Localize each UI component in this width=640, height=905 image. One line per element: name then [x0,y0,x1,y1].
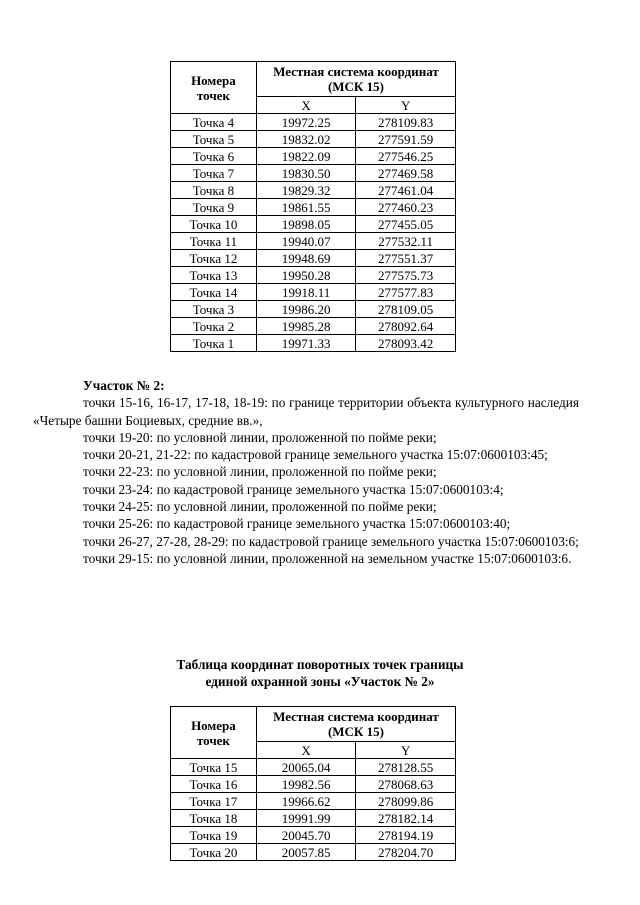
coord-x: 20045.70 [256,827,355,844]
coord-x: 19950.28 [256,267,355,284]
coord-y: 277469.58 [356,165,456,182]
paragraph: точки 25-26: по кадастровой границе земельного участка 15:07:0600103:40; [83,516,511,532]
coord-x: 19966.62 [256,793,355,810]
coord-y: 278092.64 [356,318,456,335]
paragraph: точки 24-25: по условной линии, проложенной по пойме реки; [83,499,437,515]
coord-x: 19832.02 [256,131,355,148]
coord-y: 277546.25 [356,148,456,165]
table-row [171,284,456,301]
coord-y: 277577.83 [356,284,456,301]
coord-y: 278109.05 [356,301,456,318]
coord-y: 278128.55 [356,759,456,776]
header-coordinate-system: Местная система координат (МСК 15) [256,62,455,97]
coord-x: 19861.55 [256,199,355,216]
paragraph: точки 22-23: по условной линии, проложенной по пойме реки; [83,464,437,480]
point-name: Точка 18 [171,810,257,827]
paragraph: точки 19-20: по условной линии, проложенной по пойме реки; [83,429,437,445]
coord-y: 278068.63 [356,776,456,793]
table-row [171,114,456,131]
coord-y: 278093.42 [356,335,456,352]
table-row [171,810,456,827]
coord-x: 19991.99 [256,810,355,827]
coordinates-table-1 [170,61,456,352]
header-x: X [256,742,355,759]
point-name: Точка 12 [171,250,257,267]
coord-x: 19986.20 [256,301,355,318]
header-points: Номера точек [171,707,257,759]
point-name: Точка 6 [171,148,257,165]
coord-y: 277461.04 [356,182,456,199]
table-row [171,233,456,250]
header-coordinate-system: Местная система координат (МСК 15) [256,707,455,742]
coord-x: 19898.05 [256,216,355,233]
paragraph: точки 29-15: по условной линии, проложенной на земельном участке 15:07:0600103:6. [83,550,572,566]
coord-x: 20065.04 [256,759,355,776]
table-1-body [171,114,456,352]
paragraph: точки 26-27, 27-28, 28-29: по кадастровой границе земельного участка 15:07:0600103:6; [83,533,579,549]
coordinates-table-2 [170,706,456,861]
point-name: Точка 19 [171,827,257,844]
coord-y: 278109.83 [356,114,456,131]
coord-x: 19829.32 [256,182,355,199]
point-name: Точка 8 [171,182,257,199]
point-name: Точка 3 [171,301,257,318]
coord-y: 277460.23 [356,199,456,216]
coord-y: 278194.19 [356,827,456,844]
point-name: Точка 2 [171,318,257,335]
coord-y: 277551.37 [356,250,456,267]
coord-x: 19971.33 [256,335,355,352]
table-row [171,318,456,335]
table-row [171,131,456,148]
coord-x: 19822.09 [256,148,355,165]
coord-x: 19982.56 [256,776,355,793]
table-row [171,827,456,844]
table-row [171,759,456,776]
coord-x: 19948.69 [256,250,355,267]
point-name: Точка 17 [171,793,257,810]
table-row [171,250,456,267]
coord-x: 19830.50 [256,165,355,182]
coord-y: 278099.86 [356,793,456,810]
point-name: Точка 13 [171,267,257,284]
point-name: Точка 4 [171,114,257,131]
table-2-body [171,759,456,861]
caption-line-2: единой охранной зоны «Участок № 2» [205,674,435,689]
table-row [171,199,456,216]
header-x: X [256,97,355,114]
table-row [171,793,456,810]
table-row [171,844,456,861]
table-row [171,335,456,352]
point-name: Точка 15 [171,759,257,776]
coord-y: 277532.11 [356,233,456,250]
point-name: Точка 5 [171,131,257,148]
table-row [171,165,456,182]
table-row [171,776,456,793]
coord-x: 19972.25 [256,114,355,131]
header-points: Номера точек [171,62,257,114]
table-row [171,301,456,318]
table-caption [100,656,540,690]
coord-y: 278204.70 [356,844,456,861]
point-name: Точка 16 [171,776,257,793]
caption-line-1: Таблица координат поворотных точек границы [176,657,464,672]
table-row [171,182,456,199]
coord-y: 278182.14 [356,810,456,827]
point-name: Точка 7 [171,165,257,182]
paragraph: точки 15-16, 16-17, 17-18, 18-19: по границе территории объекта культурного наследия «Четыре башни Боциевых, средние вв.», [33,395,579,428]
point-name: Точка 20 [171,844,257,861]
point-name: Точка 11 [171,233,257,250]
point-name: Точка 1 [171,335,257,352]
paragraph: точки 23-24: по кадастровой границе земельного участка 15:07:0600103:4; [83,481,504,497]
paragraph: точки 20-21, 21-22: по кадастровой границе земельного участка 15:07:0600103:45; [83,447,548,463]
table-row [171,267,456,284]
coord-x: 19918.11 [256,284,355,301]
header-y: Y [356,97,456,114]
point-name: Точка 14 [171,284,257,301]
coord-x: 20057.85 [256,844,355,861]
section-heading: Участок № 2: [83,378,165,393]
coord-y: 277455.05 [356,216,456,233]
point-name: Точка 9 [171,199,257,216]
point-name: Точка 10 [171,216,257,233]
coord-x: 19940.07 [256,233,355,250]
table-row [171,148,456,165]
coord-x: 19985.28 [256,318,355,335]
table-row [171,216,456,233]
coord-y: 277591.59 [356,131,456,148]
section-text [33,377,579,567]
header-y: Y [356,742,456,759]
coord-y: 277575.73 [356,267,456,284]
